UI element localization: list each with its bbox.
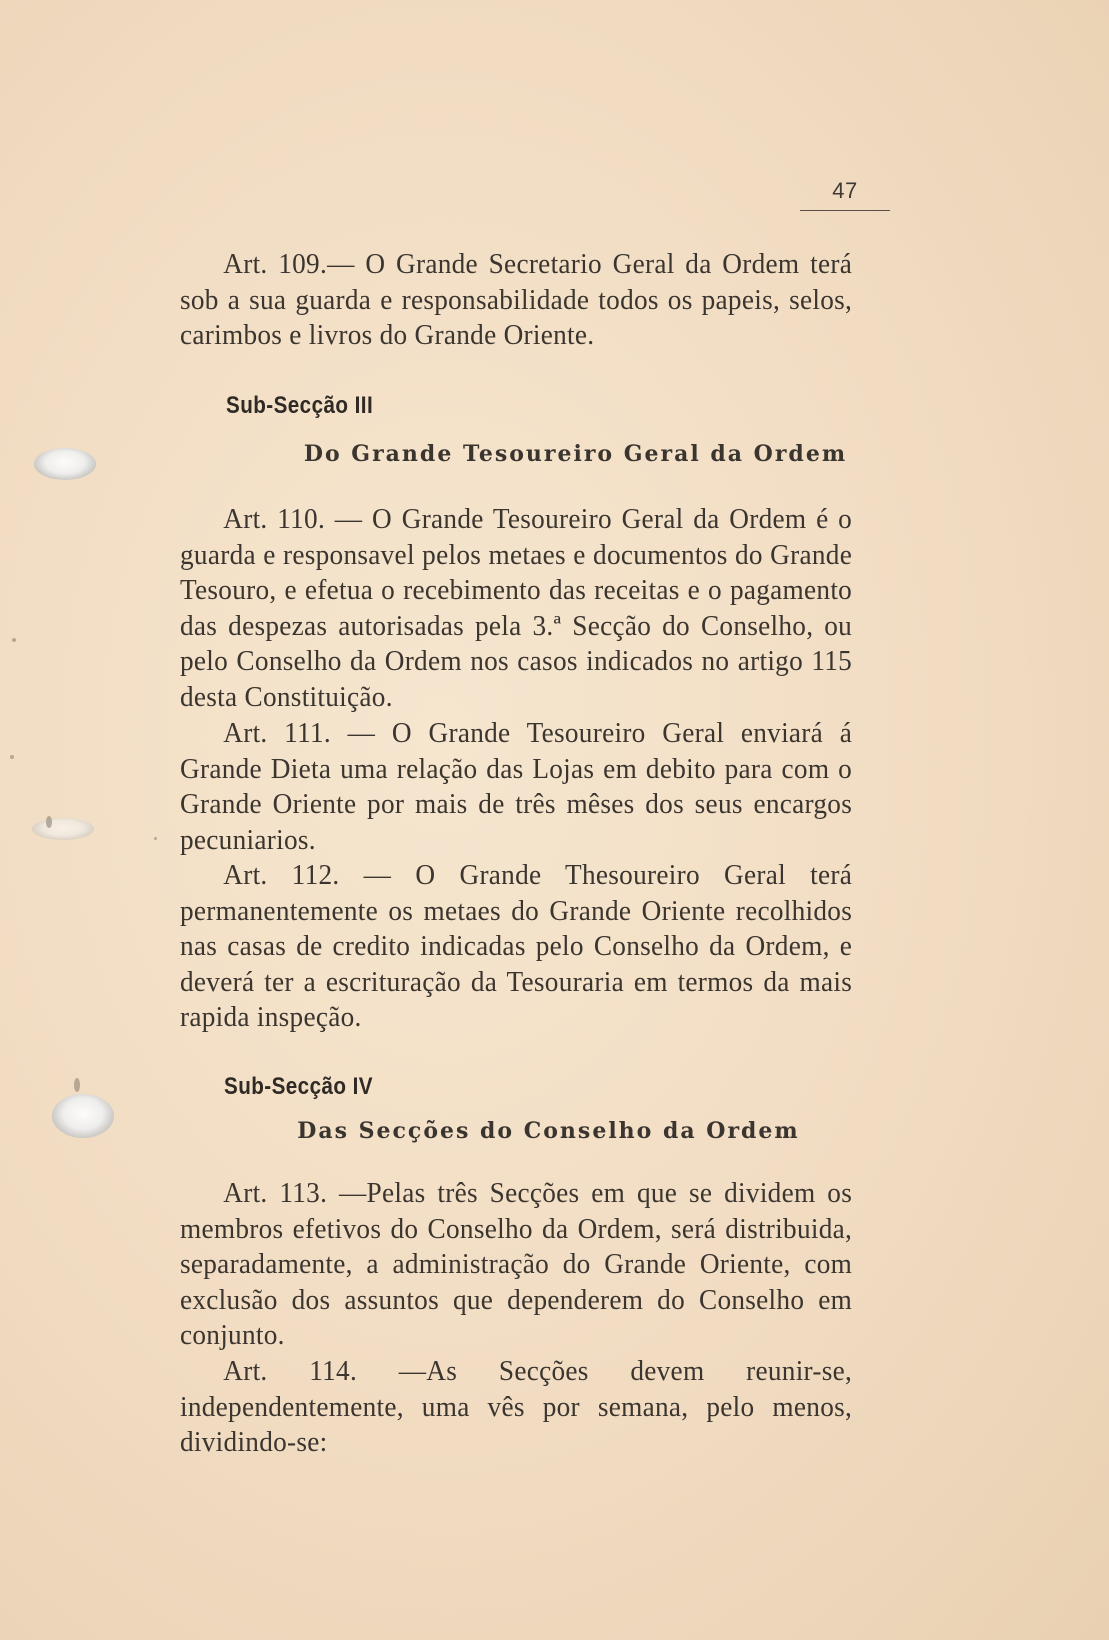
article-109-text: Art. 109.— O Grande Secretario Geral da Ordem terá sob a sua guarda e responsabilidade todos os papeis, selos, carimbos e livros do Grande Oriente. xyxy=(180,248,853,351)
paper-speck xyxy=(74,1078,80,1092)
article-114-text: Art. 114. —As Secções devem reunir-se, independentemente, uma vês por semana, pelo menos, dividindo-se: xyxy=(180,1355,853,1458)
binding-hole-middle xyxy=(32,818,94,840)
article-114 xyxy=(180,1354,852,1461)
subsection-3-subtitle: Do Grande Tesoureiro Geral da Ordem xyxy=(303,441,848,467)
article-112-text: Art. 112. — O Grande Thesoureiro Geral terá permanentemente os metaes do Grande Oriente recolhidos nas casas de credito indicadas pelo Conselho da Ordem, e deverá ter a escrituração da Tesouraria em termos da mais rapida inspeção. xyxy=(180,859,853,1033)
article-111 xyxy=(180,716,852,858)
paper-speck xyxy=(12,638,16,642)
paper-speck xyxy=(46,816,52,828)
subsection-4-title: Sub-Secção IV xyxy=(224,1073,373,1100)
article-111-text: Art. 111. — O Grande Tesoureiro Geral enviará á Grande Dieta uma relação das Lojas em debito para com o Grande Oriente por mais de três mêses dos seus encargos pecuniarios. xyxy=(180,717,853,856)
page-number-rule xyxy=(800,210,890,211)
article-110 xyxy=(180,502,852,715)
article-113-text: Art. 113. —Pelas três Secções em que se dividem os membros efetivos do Conselho da Ordem, será distribuida, separadamente, a administração do Grande Oriente, com exclusão dos assuntos que dependerem do Conselho em conjunto. xyxy=(180,1177,853,1351)
subsection-4-subtitle: Das Secções do Conselho da Ordem xyxy=(297,1118,800,1144)
article-113 xyxy=(180,1176,852,1354)
article-112 xyxy=(180,858,852,1036)
article-110-text: Art. 110. — O Grande Tesoureiro Geral da Ordem é o guarda e responsavel pelos metaes e documentos do Grande Tesouro, e efetua o recebimento das receitas e o pagamento das despezas autorisadas pela 3.ª Secção do Conselho, ou pelo Conselho da Ordem nos casos indicados no artigo 115 desta Constituição. xyxy=(180,503,853,713)
page-number: 47 xyxy=(832,178,858,203)
paper-speck xyxy=(154,837,157,840)
subsection-3-title: Sub-Secção III xyxy=(226,392,374,419)
article-109 xyxy=(180,247,852,354)
paper-speck xyxy=(10,755,14,759)
